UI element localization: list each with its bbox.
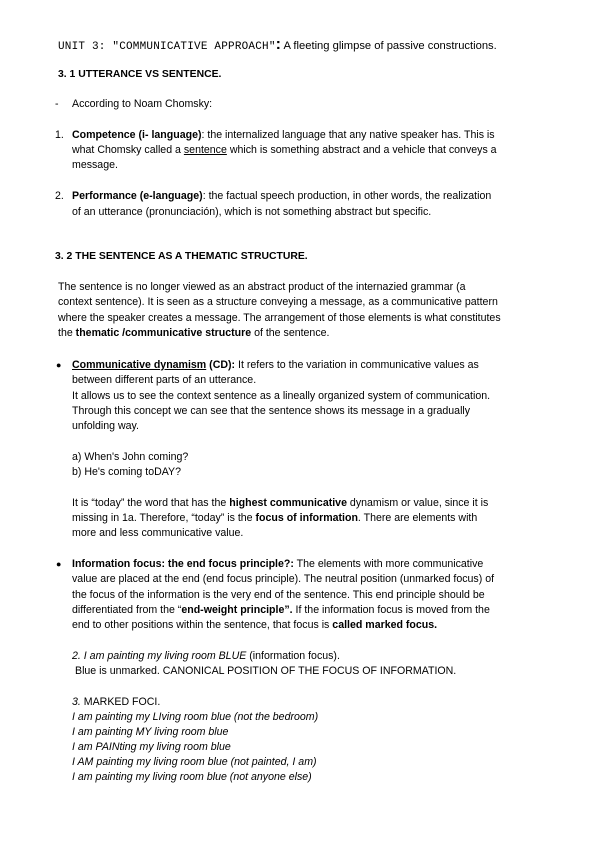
- s32-para-line-1: The sentence is no longer viewed as an abstract product of the internazied grammar (a: [58, 281, 466, 293]
- cd-line-3: It allows us to see the context sentence as a lineally organized system of communication.: [72, 390, 491, 402]
- cd-abbr: (CD):: [206, 359, 236, 371]
- if-line-2: value are placed at the end (end focus principle). The neutral position (unmarked focus) of: [72, 573, 495, 585]
- cd-c1c: dynamism or value, since it is: [346, 497, 489, 509]
- item-2-number: 2.: [55, 190, 64, 202]
- sentence-underlined: sentence: [183, 144, 227, 156]
- marked-foci-line: I AM painting my living room blue (not painted, I am): [72, 756, 317, 768]
- if-l4a: differentiated from the “: [72, 604, 182, 616]
- called-marked-focus: called marked focus.: [332, 619, 438, 631]
- s32-para-line-3: where the speaker creates a message. The arrangement of those elements is what constitutes: [58, 312, 501, 324]
- if-term: Information focus: the end focus principle?:: [72, 558, 294, 570]
- competence-line-3: message.: [72, 159, 118, 171]
- competence-line-2: [72, 143, 497, 157]
- s32-para-line-2: context sentence). It is seen as a structure conveying a message, as a communicative pattern: [58, 296, 498, 308]
- if-line-5: [72, 618, 437, 632]
- competence-term: Competence (i- language): [72, 129, 202, 141]
- example-3-heading: [72, 695, 160, 709]
- if-l5a: end to other positions within the sentence, that focus is: [72, 619, 333, 631]
- cd-text-1: It refers to the variation in communicative values as: [235, 359, 479, 371]
- highest-communicative: highest communicative: [229, 497, 347, 509]
- s32-p4a: the: [58, 327, 76, 339]
- cd-comment-3: more and less communicative value.: [72, 527, 244, 539]
- cd-term: Communicative dynamism: [72, 359, 207, 371]
- cd-line-2: between different parts of an utterance.: [72, 374, 257, 386]
- if-text-1: The elements with more communicative: [293, 558, 484, 570]
- cd-example-b: b) He's coming toDAY?: [72, 466, 181, 478]
- unit-title: UNIT 3: "COMMUNICATIVE APPROACH": [58, 41, 276, 53]
- if-line-3: the focus of the information is the very end of the sentence. This end principle should be: [72, 589, 485, 601]
- cd-line-4: Through this concept we can see that the sentence shows its message in a gradually: [72, 405, 471, 417]
- cd-line-1: [72, 358, 479, 372]
- marked-foci-line: I am painting my living room blue (not anyone else): [72, 771, 312, 783]
- example-3-number: 3.: [72, 696, 81, 708]
- cd-comment-1: [72, 496, 488, 510]
- cd-comment-2: [72, 511, 477, 525]
- performance-text-1: : the factual speech production, in other words, the realization: [202, 190, 492, 202]
- section-heading-3-1: 3. 1 UTTERANCE VS SENTENCE.: [58, 69, 222, 80]
- cd-c2a: missing in 1a. Therefore, “today” is the: [72, 512, 256, 524]
- thematic-structure-term: thematic /communicative structure: [75, 327, 252, 339]
- intro-dash: -: [55, 98, 59, 110]
- marked-foci-line: I am PAINting my living room blue: [72, 741, 231, 753]
- cd-example-a: a) When's John coming?: [72, 451, 189, 463]
- title-subtitle: A fleeting glimpse of passive constructions.: [283, 40, 497, 52]
- item-1-number: 1.: [55, 129, 64, 141]
- bullet-icon: ●: [56, 559, 62, 569]
- cd-c1a: It is “today” the word that has the: [72, 497, 230, 509]
- example-2-line-2: Blue is unmarked. CANONICAL POSITION OF THE FOCUS OF INFORMATION.: [75, 665, 457, 677]
- if-line-4: [72, 603, 490, 617]
- title-colon: :: [275, 36, 281, 53]
- marked-foci-line: I am painting my LIving room blue (not the bedroom): [72, 711, 319, 723]
- s32-para-line-4: [58, 326, 329, 340]
- cd-c2c: . There are elements with: [357, 512, 478, 524]
- performance-term: Performance (e-language): [72, 190, 203, 202]
- focus-of-information: focus of information: [255, 512, 358, 524]
- marked-foci-line: I am painting MY living room blue: [72, 726, 229, 738]
- competence-text-2b: which is something abstract and a vehicle that conveys a: [226, 144, 497, 156]
- if-l4c: If the information focus is moved from the: [292, 604, 490, 616]
- if-line-1: [72, 557, 483, 571]
- competence-text-2a: what Chomsky called a: [72, 144, 184, 156]
- performance-line-1: [72, 189, 491, 203]
- example-2-number: 2.: [72, 650, 81, 662]
- document-title: [58, 38, 497, 54]
- example-2-sentence: I am painting my living room BLUE: [80, 650, 247, 662]
- chomsky-intro: According to Noam Chomsky:: [72, 98, 213, 110]
- competence-line-1: [72, 128, 495, 142]
- competence-text-1: : the internalized language that any native speaker has. This is: [201, 129, 495, 141]
- end-weight-principle: end-weight principle”.: [181, 604, 293, 616]
- bullet-icon: ●: [56, 360, 62, 370]
- cd-line-5: unfolding way.: [72, 420, 139, 432]
- performance-line-2: of an utterance (pronunciación), which is not something abstract but specific.: [72, 206, 432, 218]
- example-2-note: (information focus).: [246, 650, 340, 662]
- example-2-line-1: [72, 649, 340, 663]
- s32-p4c: of the sentence.: [251, 327, 330, 339]
- section-heading-3-2: 3. 2 THE SENTENCE AS A THEMATIC STRUCTURE.: [55, 251, 308, 262]
- marked-foci-heading: MARKED FOCI.: [80, 696, 161, 708]
